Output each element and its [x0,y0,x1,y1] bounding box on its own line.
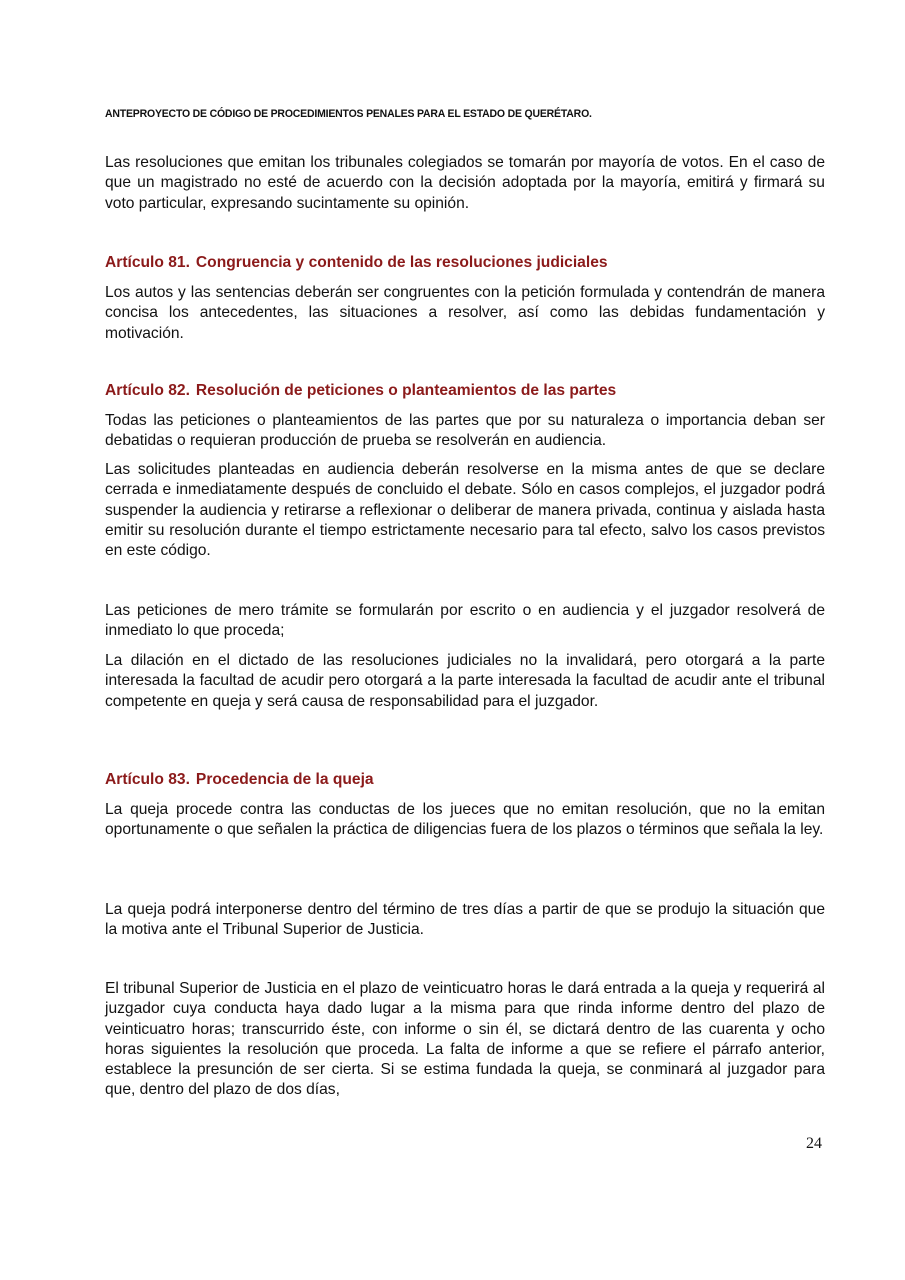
article-83-paragraph-3: El tribunal Superior de Justicia en el plazo de veinticuatro horas le dará entrada a la queja y requerirá al juzgador cuya conducta haya dado lugar a la misma para que rinda informe dentro del plazo de veinticuatro horas; transcurrido éste, con informe o sin él, se dictará dentro de las cuarenta y ocho horas siguientes la resolución que proceda. La falta de informe a que se refiere el párrafo anterior, establece la presunción de ser cierta. Si se estima fundada la queja, se conminará al juzgador para que, dentro del plazo de dos días, [105,980,825,1099]
article-82-number: Artículo 82. [105,382,190,399]
article-82-title: Resolución de peticiones o planteamientos de las partes [195,382,617,399]
article-82-paragraph-3: Las peticiones de mero trámite se formularán por escrito o en audiencia y el juzgador resolverá de inmediato lo que proceda; [105,602,825,640]
article-81-number: Artículo 81. [105,254,190,271]
intro-paragraph: Las resoluciones que emitan los tribunales colegiados se tomarán por mayoría de votos. En el caso de que un magistrado no esté de acuerdo con la decisión adoptada por la mayoría, emitirá y firmará su voto particular, expresando sucintamente su opinión. [105,154,825,212]
article-81-title: Congruencia y contenido de las resoluciones judiciales [195,254,608,271]
article-82-paragraph-4: La dilación en el dictado de las resoluciones judiciales no la invalidará, pero otorgará a la parte interesada la facultad de acudir pero otorgará a la parte interesada la facultad de acudir ante el tribunal competente en queja y será causa de responsabilidad para el juzgador. [105,652,825,710]
page-number: 24 [806,1135,822,1152]
article-83-number: Artículo 83. [105,771,190,788]
article-81-paragraph-1: Los autos y las sentencias deberán ser congruentes con la petición formulada y contendrán de manera concisa los antecedentes, las situaciones a resolver, así como las debidas fundamentación y motivación. [105,284,825,342]
article-82-heading [105,381,825,401]
article-82-paragraph-1: Todas las peticiones o planteamientos de las partes que por su naturaleza o importancia deban ser debatidas o requieran producción de prueba se resolverán en audiencia. [105,412,825,450]
article-83-paragraph-1: La queja procede contra las conductas de los jueces que no emitan resolución, que no la emitan oportunamente o que señalen la práctica de diligencias fuera de los plazos o términos que señala la ley. [105,801,825,839]
article-82-paragraph-2: Las solicitudes planteadas en audiencia deberán resolverse en la misma antes de que se declare cerrada e inmediatamente después de concluido el debate. Sólo en casos complejos, el juzgador podrá suspender la audiencia y retirarse a reflexionar o deliberar de manera privada, continua y aislada hasta emitir su resolución durante el tiempo estrictamente necesario para tal efecto, salvo los casos previstos en este código. [105,461,825,560]
article-81-heading [105,253,825,273]
article-83-paragraph-2: La queja podrá interponerse dentro del término de tres días a partir de que se produjo la situación que la motiva ante el Tribunal Superior de Justicia. [105,901,825,939]
running-header: ANTEPROYECTO DE CÓDIGO DE PROCEDIMIENTOS PENALES PARA EL ESTADO DE QUERÉTARO. [105,108,592,120]
article-83-heading [105,770,825,790]
article-83-title: Procedencia de la queja [195,771,374,788]
